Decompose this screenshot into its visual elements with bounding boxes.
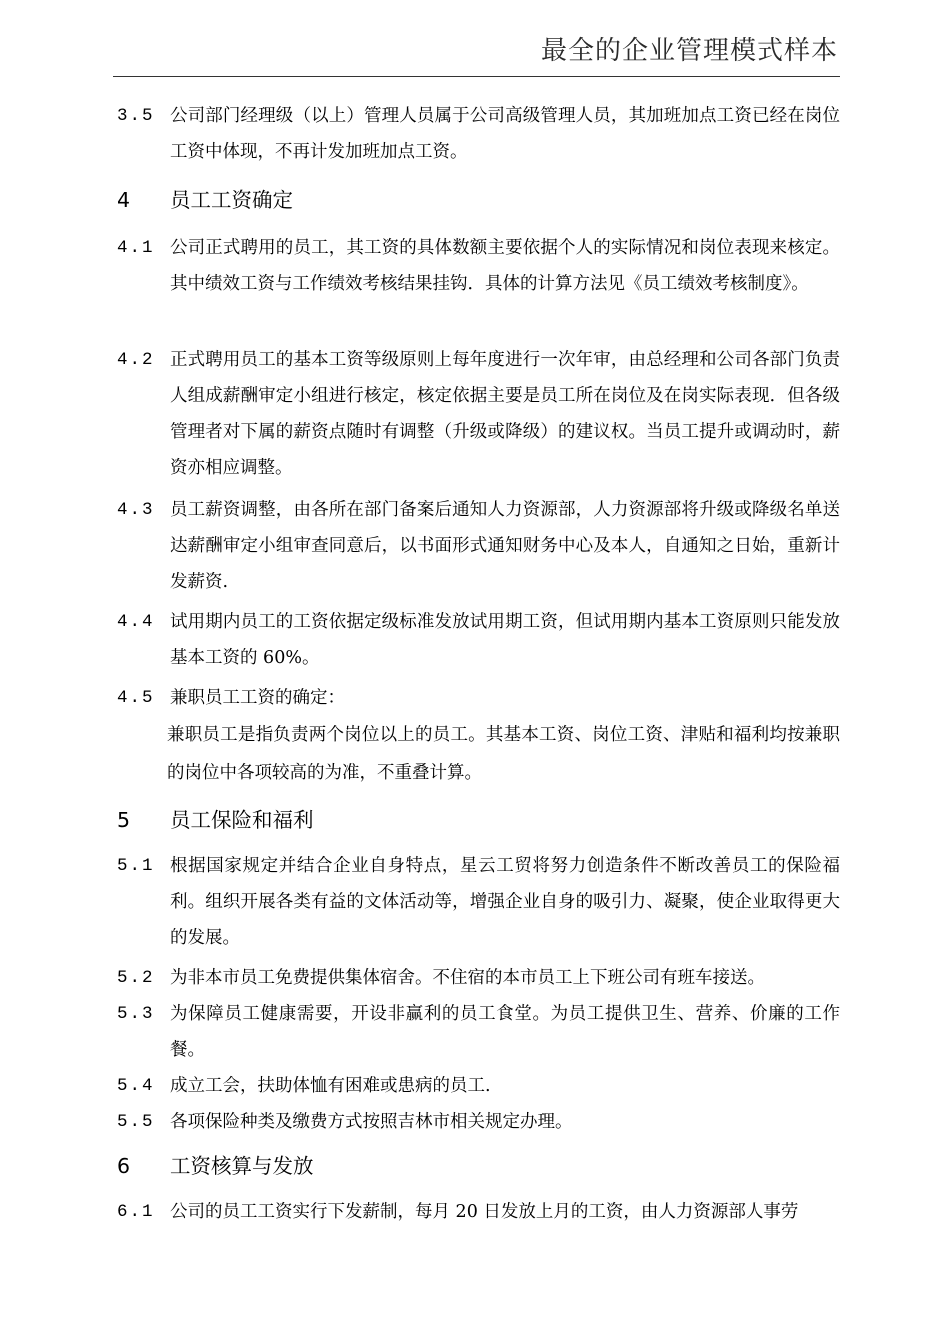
clause-4-5-body	[117, 716, 840, 794]
clause-number: 5.5	[117, 1112, 155, 1132]
clause-4-5	[117, 680, 840, 716]
clause-4-3	[117, 492, 840, 604]
clause-number: 4.3	[117, 500, 155, 520]
clause-5-2	[117, 960, 840, 996]
clause-5-3	[117, 996, 840, 1068]
paragraph-text: 兼职员工是指负责两个岗位以上的员工。其基本工资、岗位工资、津贴和福利均按兼职的岗位中各项较高的为准，不重叠计算。	[167, 725, 840, 783]
clause-number: 6.1	[117, 1202, 155, 1222]
clause-4-1	[117, 230, 840, 342]
clause-text: 员工薪资调整，由各所在部门备案后通知人力资源部，人力资源部将升级或降级名单送达薪酬审定小组审查同意后，以书面形式通知财务中心及本人，自通知之日始，重新计发薪资.	[170, 500, 840, 592]
clause-text: 为保障员工健康需要，开设非赢利的员工食堂。为员工提供卫生、营养、价廉的工作餐。	[170, 1004, 840, 1060]
clause-number: 3.5	[117, 106, 155, 126]
clause-text: 成立工会，扶助体恤有困难或患病的员工.	[170, 1076, 491, 1096]
page-header	[0, 0, 950, 80]
clause-4-4	[117, 604, 840, 680]
clause-text: 为非本市员工免费提供集体宿舍。不住宿的本市员工上下班公司有班车接送。	[170, 968, 765, 988]
section-number: 6	[117, 1154, 131, 1178]
clause-5-4	[117, 1068, 840, 1104]
clause-number: 5.2	[117, 968, 155, 988]
section-heading-6	[117, 1142, 840, 1190]
clause-text: 兼职员工工资的确定：	[170, 688, 345, 708]
clause-number: 4.2	[117, 350, 155, 370]
clause-5-1	[117, 848, 840, 960]
section-heading-4	[117, 176, 840, 224]
section-title: 员工工资确定	[170, 188, 293, 212]
clause-text: 公司的员工工资实行下发薪制，每月 20 日发放上月的工资，由人力资源部人事劳	[170, 1202, 799, 1222]
clause-number: 5.3	[117, 1004, 155, 1024]
section-title: 工资核算与发放	[170, 1154, 314, 1178]
clause-number: 4.5	[117, 688, 155, 708]
document-body	[0, 98, 950, 1230]
clause-text: 根据国家规定并结合企业自身特点，星云工贸将努力创造条件不断改善员工的保险福利。组织开展各类有益的文体活动等，增强企业自身的吸引力、凝聚，使企业取得更大的发展。	[170, 856, 840, 948]
clause-number: 5.4	[117, 1076, 155, 1096]
section-number: 5	[117, 808, 131, 832]
clause-5-5	[117, 1104, 840, 1140]
clause-3-5	[117, 98, 840, 176]
clause-number: 4.4	[117, 612, 155, 632]
clause-number: 4.1	[117, 238, 155, 258]
clause-6-1	[117, 1194, 840, 1230]
clause-text: 公司部门经理级（以上）管理人员属于公司高级管理人员，其加班加点工资已经在岗位工资中体现，不再计发加班加点工资。	[170, 106, 840, 162]
header-title: 最全的企业管理模式样本	[540, 36, 838, 66]
clause-number: 5.1	[117, 856, 155, 876]
clause-text: 正式聘用员工的基本工资等级原则上每年度进行一次年审，由总经理和公司各部门负责人组成薪酬审定小组进行核定，核定依据主要是员工所在岗位及在岗实际表现．但各级管理者对下属的薪资点随时有调整（升级或降级）的建议权。当员工提升或调动时，薪资亦相应调整。	[170, 350, 840, 478]
section-heading-5	[117, 796, 840, 844]
clause-text: 试用期内员工的工资依据定级标准发放试用期工资，但试用期内基本工资原则只能发放基本工资的 60%。	[170, 612, 840, 668]
section-title: 员工保险和福利	[170, 808, 314, 832]
section-number: 4	[117, 188, 131, 212]
clause-text: 各项保险种类及缴费方式按照吉林市相关规定办理。	[170, 1112, 573, 1132]
clause-4-2	[117, 342, 840, 492]
header-divider	[113, 76, 840, 77]
clause-text: 公司正式聘用的员工，其工资的具体数额主要依据个人的实际情况和岗位表现来核定。其中绩效工资与工作绩效考核结果挂钩．具体的计算方法见《员工绩效考核制度》。	[170, 238, 840, 294]
